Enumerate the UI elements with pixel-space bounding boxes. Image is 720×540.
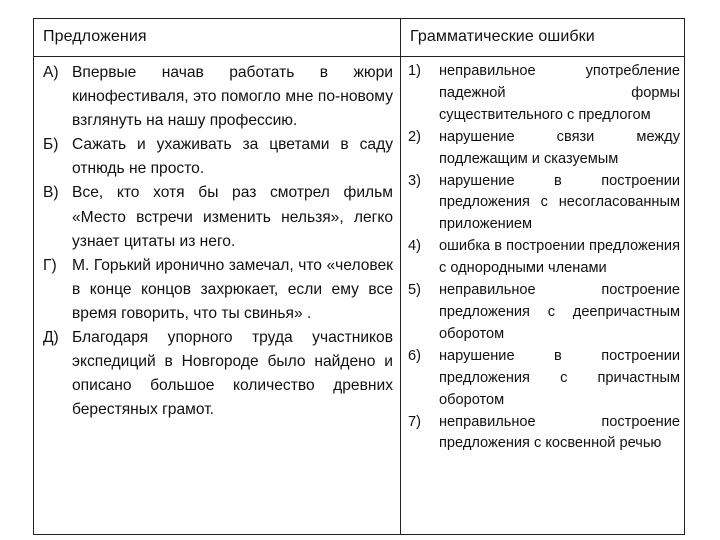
- grammar-table: [33, 18, 685, 535]
- error-item-6: [408, 346, 680, 412]
- error-text: неправильное построение предложения с косвенной речью: [439, 413, 680, 452]
- error-text: неправильное построение предложения с деепричастным оборотом: [439, 282, 680, 342]
- error-marker: 2): [408, 128, 421, 145]
- error-item-1: [408, 61, 680, 127]
- sentence-item-d: [43, 326, 393, 422]
- error-marker: 7): [408, 413, 421, 430]
- error-item-5: [408, 280, 680, 346]
- column-divider: [400, 19, 401, 534]
- error-marker: 5): [408, 282, 421, 299]
- error-item-2: [408, 127, 680, 171]
- header-errors: Грамматические ошибки: [410, 28, 595, 45]
- sentence-marker: В): [43, 184, 59, 202]
- error-text: нарушение в построении предложения с несогласованным приложением: [439, 172, 680, 233]
- sentence-item-b: [43, 133, 393, 181]
- sentence-item-g: [43, 254, 393, 326]
- sentence-text: Все, кто хотя бы раз смотрел фильм «Место встречи изменить нельзя», легко узнает цитаты из него.: [72, 184, 393, 250]
- header-sentences: Предложения: [43, 28, 147, 45]
- error-item-7: [408, 412, 680, 456]
- error-text: ошибка в построении предложения с однородными членами: [439, 238, 680, 277]
- sentence-text: М. Горький иронично замечал, что «человек в конце концов захрюкает, если ему все время говорить, что ты свинья» .: [72, 256, 393, 322]
- error-item-4: [408, 236, 680, 280]
- sentence-text: Сажать и ухаживать за цветами в саду отнюдь не просто.: [72, 136, 393, 178]
- error-item-3: [408, 171, 680, 237]
- sentence-item-a: [43, 61, 393, 133]
- sentence-marker: А): [43, 64, 59, 81]
- table-header-row: [34, 19, 684, 57]
- sentence-marker: Г): [43, 256, 57, 274]
- error-marker: 6): [408, 347, 421, 364]
- sentence-marker: Д): [43, 329, 59, 347]
- error-text: нарушение связи между подлежащим и сказуемым: [439, 128, 680, 167]
- error-text: неправильное употребление падежной формы существительного с предлогом: [439, 63, 680, 123]
- error-marker: 1): [408, 63, 421, 79]
- errors-column: [408, 61, 680, 455]
- sentence-marker: Б): [43, 136, 59, 154]
- sentences-column: [43, 61, 393, 422]
- error-marker: 4): [408, 238, 421, 255]
- sentence-text: Впервые начав работать в жюри кинофестиваля, это помогло мне по-новому взглянуть на нашу профессию.: [72, 64, 393, 130]
- sentence-item-v: [43, 181, 393, 253]
- error-text: нарушение в построении предложения с причастным оборотом: [439, 347, 680, 408]
- sentence-text: Благодаря упорного труда участников экспедиций в Новгороде было найдено и описано большое количество древних берестяных грамот.: [72, 329, 393, 419]
- error-marker: 3): [408, 172, 421, 189]
